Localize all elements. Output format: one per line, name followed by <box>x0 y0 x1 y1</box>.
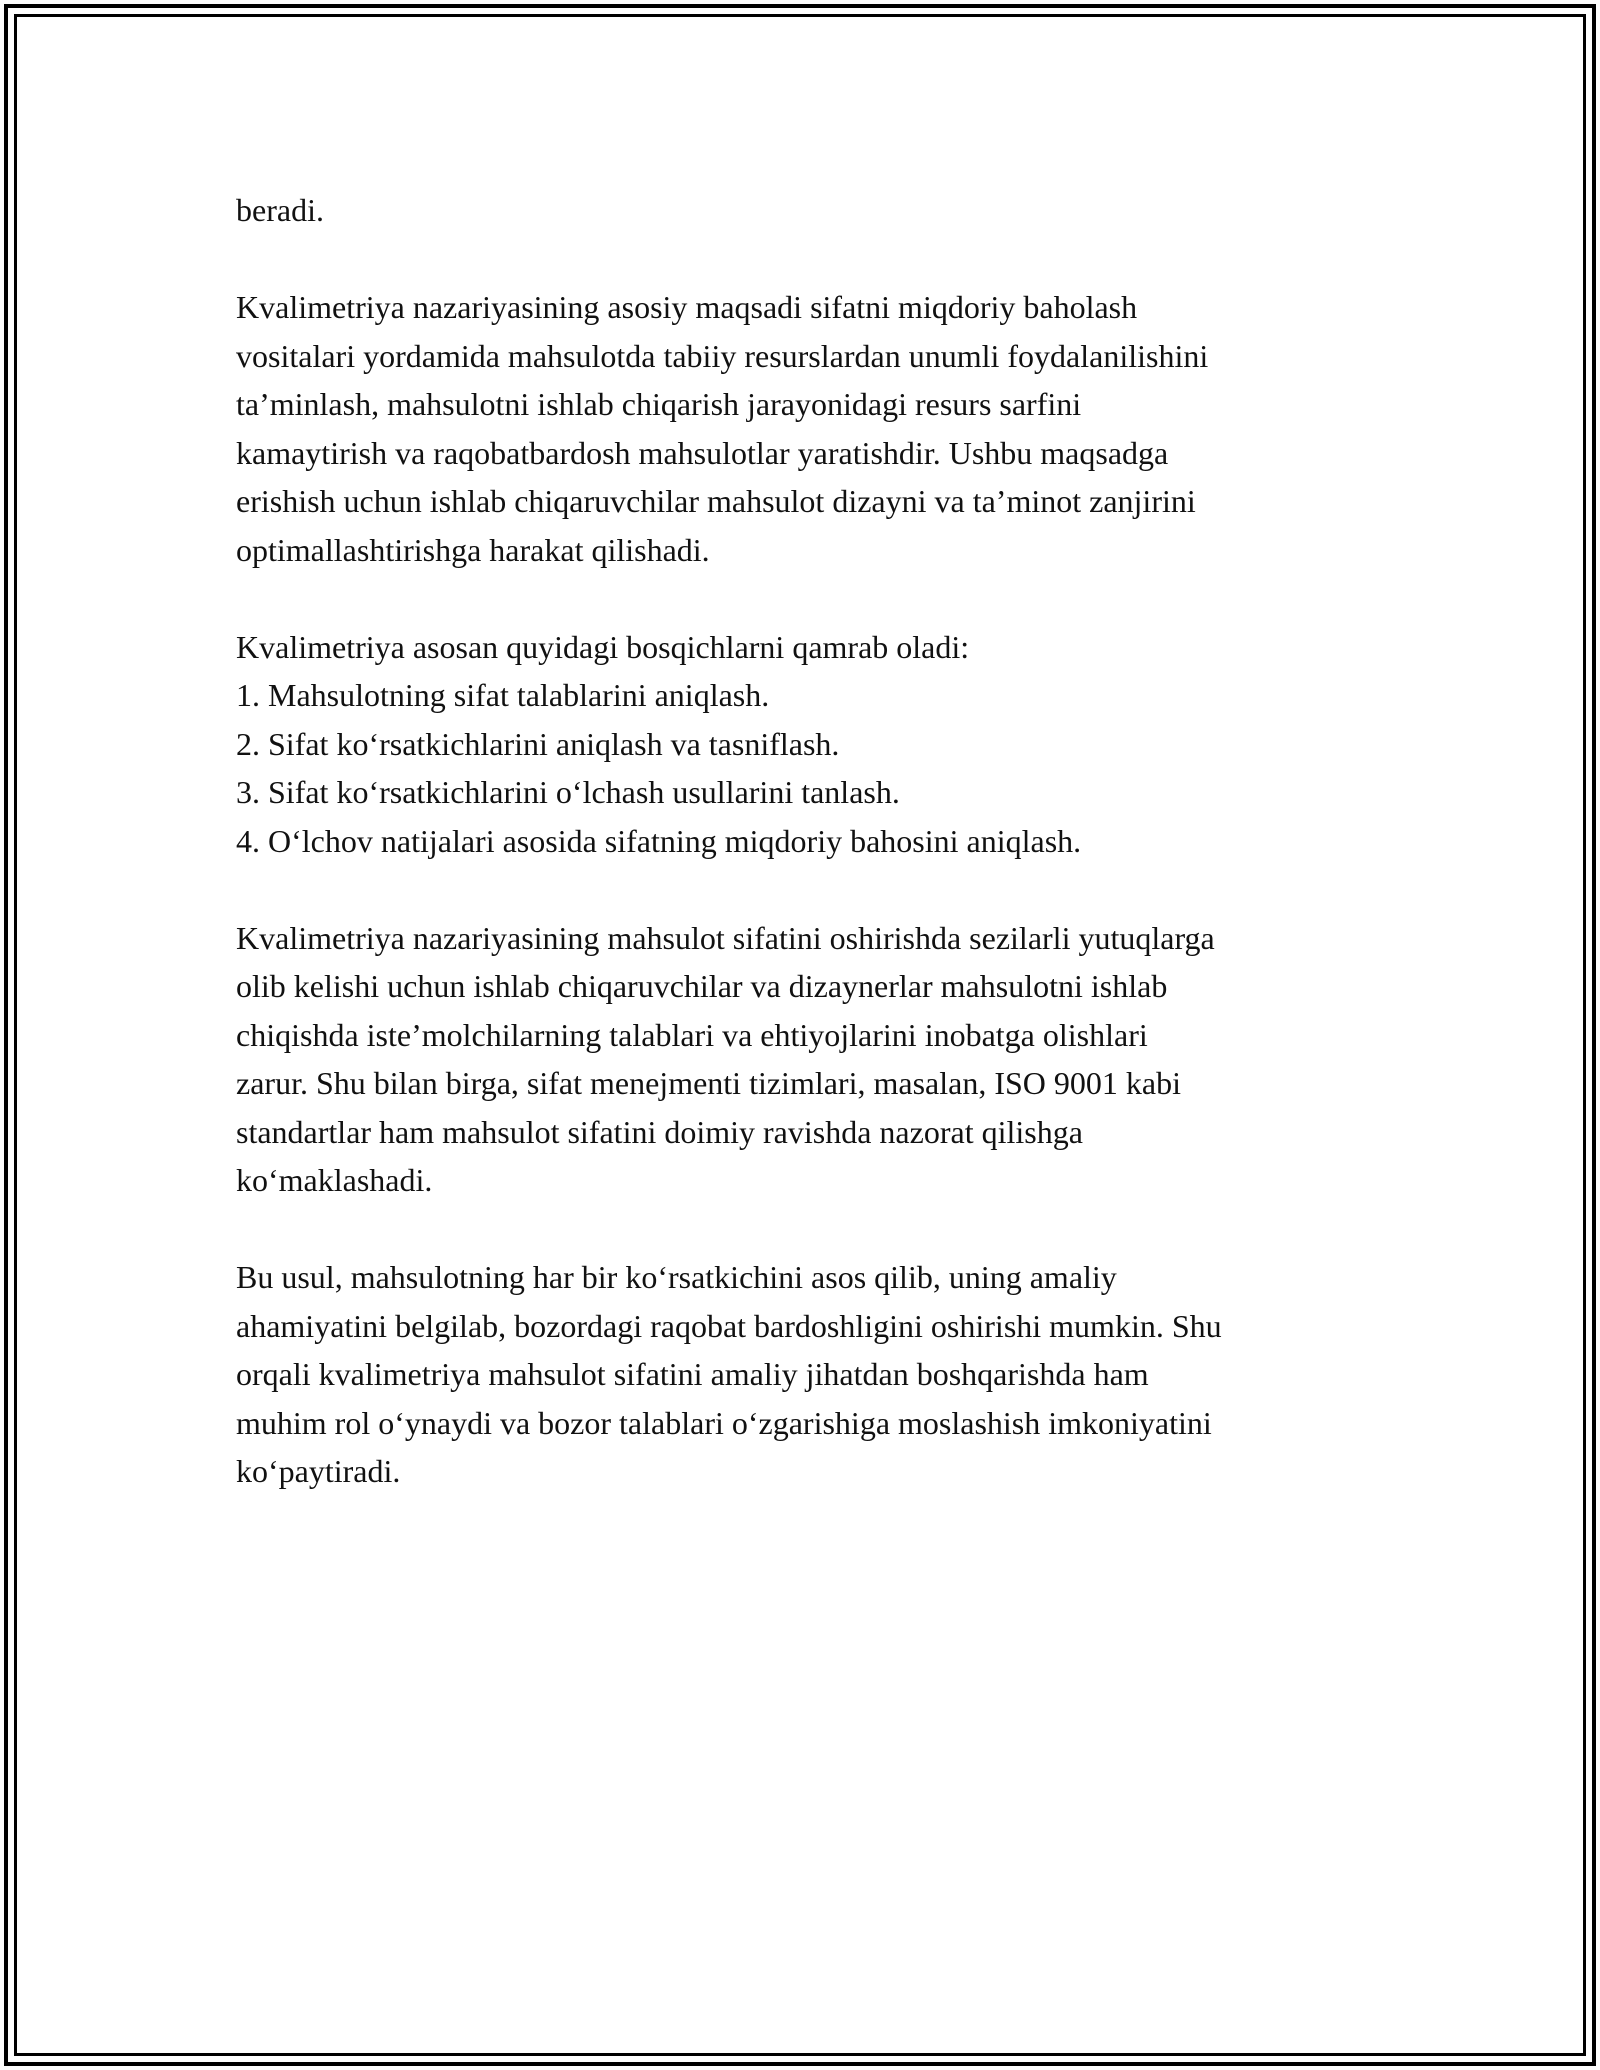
text-line: chiqishda iste’molchilarning talablari va ehtiyojlarini inobatga olishlari <box>236 1016 1148 1053</box>
paragraph-gap <box>236 865 1376 914</box>
text-line: zarur. Shu bilan birga, sifat menejmenti tizimlari, masalan, ISO 9001 kabi <box>236 1065 1181 1101</box>
stages-list <box>236 623 1376 866</box>
list-intro: Kvalimetriya asosan quyidagi bosqichlarni qamrab oladi: <box>236 628 970 665</box>
text-line: Kvalimetriya nazariyasining mahsulot sifatini oshirishda sezilarli yutuqlarga <box>236 919 1215 956</box>
list-item: 1. Mahsulotning sifat talablarini aniqlash. <box>236 677 770 713</box>
opening-line: beradi. <box>236 192 324 228</box>
list-item: 3. Sifat ko‘rsatkichlarini o‘lchash usullarini tanlash. <box>236 774 900 810</box>
text-line: orqali kvalimetriya mahsulot sifatini amaliy jihatdan boshqarishda ham <box>236 1356 1149 1392</box>
text-line: olib kelishi uchun ishlab chiqaruvchilar va dizaynerlar mahsulotni ishlab <box>236 968 1168 1004</box>
text-line: optimallashtirishga harakat qilishadi. <box>236 531 710 568</box>
text-line: Bu usul, mahsulotning har bir ko‘rsatkichini asos qilib, uning amaliy <box>236 1259 1117 1295</box>
paragraph-gap <box>236 574 1376 623</box>
text-line: erishish uchun ishlab chiqaruvchilar mahsulot dizayni va ta’minot zanjirini <box>236 483 1196 519</box>
list-item: 4. O‘lchov natijalari asosida sifatning miqdoriy bahosini aniqlash. <box>236 822 1082 859</box>
text-line: ahamiyatini belgilab, bozordagi raqobat bardoshligini oshirishi mumkin. Shu <box>236 1307 1222 1344</box>
paragraph-1 <box>236 283 1376 574</box>
text-line: ko‘maklashadi. <box>236 1162 433 1198</box>
text-line: vositalari yordamida mahsulotda tabiiy resurslardan unumli foydalanilishini <box>236 337 1209 374</box>
text-line: ta’minlash, mahsulotni ishlab chiqarish jarayonidagi resurs sarfini <box>236 386 1082 422</box>
paragraph-2 <box>236 914 1376 1205</box>
text-line: Kvalimetriya nazariyasining asosiy maqsadi sifatni miqdoriy baholash <box>236 289 1138 325</box>
list-item: 2. Sifat ko‘rsatkichlarini aniqlash va tasniflash. <box>236 725 840 762</box>
text-line: ko‘paytiradi. <box>236 1453 401 1489</box>
text-line: standartlar ham mahsulot sifatini doimiy ravishda nazorat qilishga <box>236 1113 1083 1150</box>
paragraph-gap <box>236 235 1376 284</box>
text-line: muhim rol o‘ynaydi va bozor talablari o‘zgarishiga moslashish imkoniyatini <box>236 1404 1212 1441</box>
paragraph-gap <box>236 1205 1376 1254</box>
document-body <box>236 186 1376 1496</box>
paragraph-3 <box>236 1253 1376 1496</box>
text-line: kamaytirish va raqobatbardosh mahsulotlar yaratishdir. Ushbu maqsadga <box>236 434 1169 471</box>
